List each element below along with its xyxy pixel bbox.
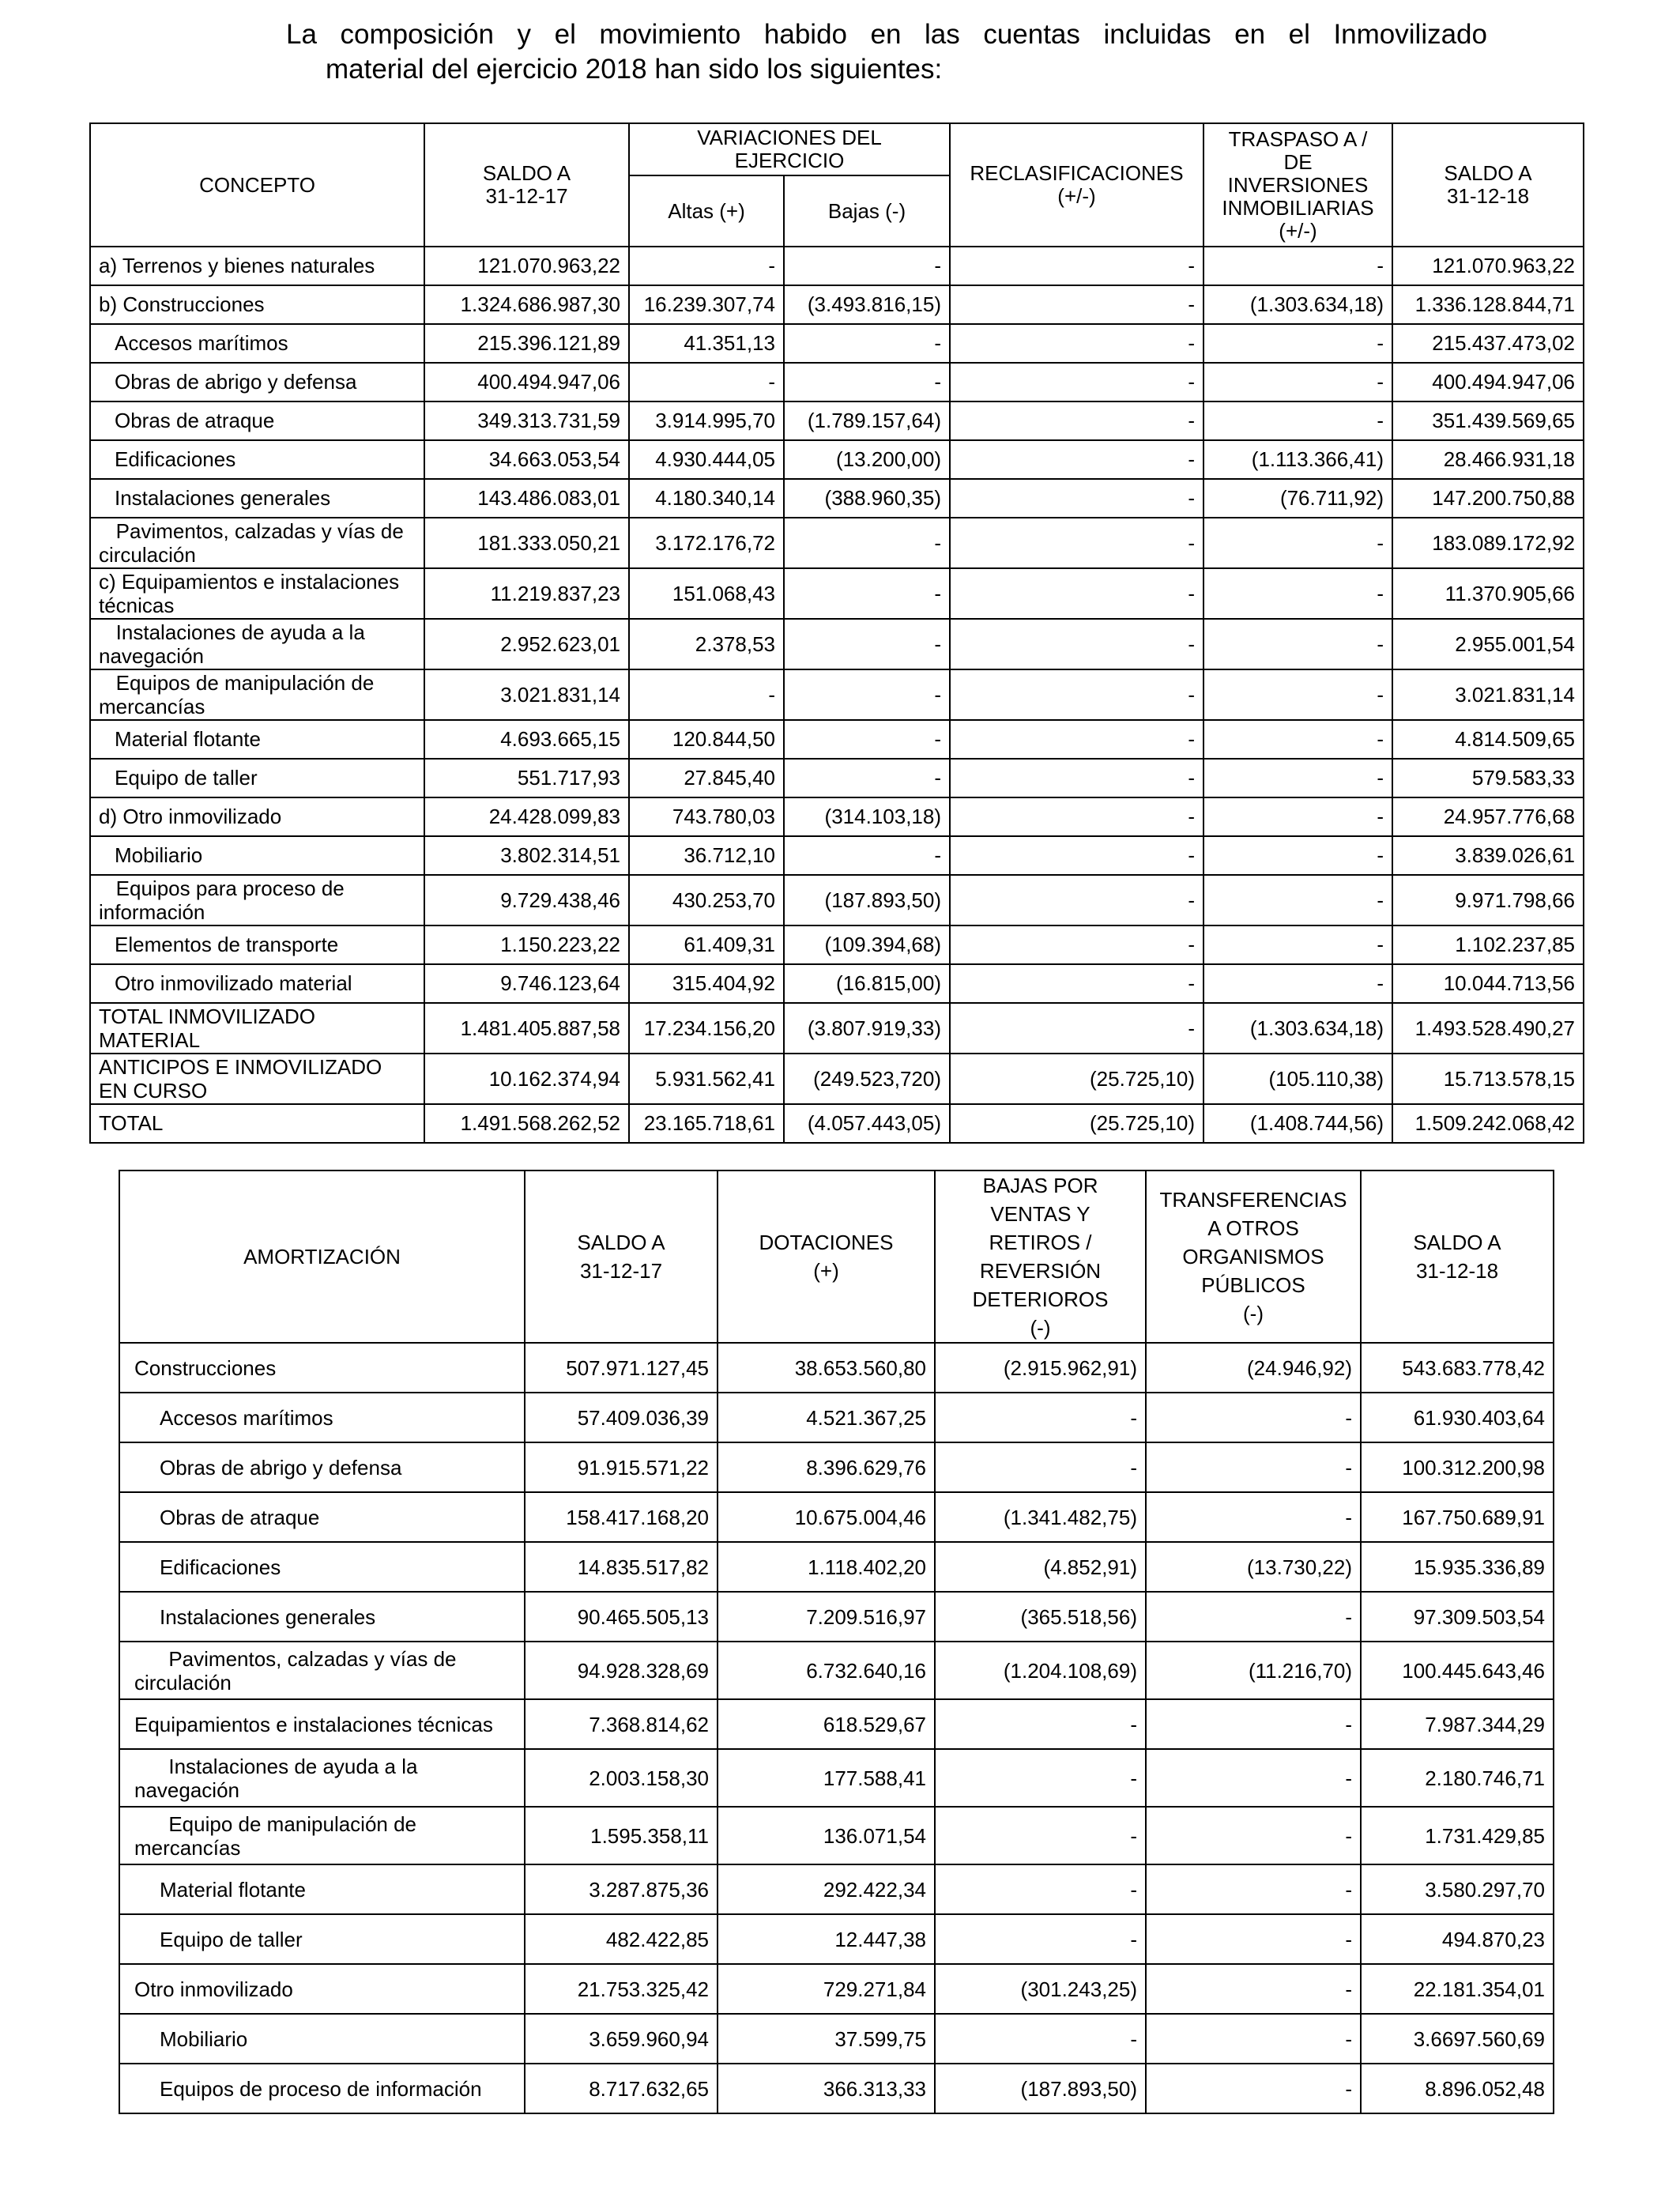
value-cell: - bbox=[950, 247, 1203, 285]
value-cell: 2.003.158,30 bbox=[525, 1749, 718, 1807]
value-cell: (388.960,35) bbox=[784, 479, 950, 518]
value-cell: - bbox=[629, 363, 784, 401]
value-cell: - bbox=[950, 836, 1203, 875]
value-cell: - bbox=[935, 1749, 1146, 1807]
value-cell: 4.693.665,15 bbox=[424, 720, 629, 759]
value-cell: (249.523,720) bbox=[784, 1054, 950, 1104]
value-cell: 10.044.713,56 bbox=[1392, 964, 1584, 1003]
row-label: Material flotante bbox=[119, 1864, 525, 1914]
value-cell: (109.394,68) bbox=[784, 925, 950, 964]
value-cell: 158.417.168,20 bbox=[525, 1492, 718, 1542]
value-cell: 15.713.578,15 bbox=[1392, 1054, 1584, 1104]
value-cell: - bbox=[950, 797, 1203, 836]
value-cell: - bbox=[1146, 1864, 1361, 1914]
value-cell: 3.580.297,70 bbox=[1361, 1864, 1554, 1914]
value-cell: - bbox=[784, 518, 950, 568]
value-cell: 14.835.517,82 bbox=[525, 1542, 718, 1592]
value-cell: - bbox=[935, 1699, 1146, 1749]
value-cell: 3.021.831,14 bbox=[1392, 669, 1584, 720]
value-cell: - bbox=[784, 720, 950, 759]
value-cell: 8.717.632,65 bbox=[525, 2064, 718, 2113]
row-label: Obras de abrigo y defensa bbox=[90, 363, 424, 401]
row-label: d) Otro inmovilizado bbox=[90, 797, 424, 836]
value-cell: - bbox=[1146, 1442, 1361, 1492]
value-cell: - bbox=[784, 324, 950, 363]
value-cell: 151.068,43 bbox=[629, 568, 784, 619]
value-cell: 1.481.405.887,58 bbox=[424, 1003, 629, 1054]
value-cell: - bbox=[950, 568, 1203, 619]
table-row bbox=[119, 1749, 1554, 1807]
row-label: Equipos para proceso de información bbox=[90, 875, 424, 925]
value-cell: 121.070.963,22 bbox=[424, 247, 629, 285]
row-label: Pavimentos, calzadas y vías de circulación bbox=[119, 1642, 525, 1699]
value-cell: - bbox=[950, 363, 1203, 401]
table-row bbox=[90, 720, 1584, 759]
value-cell: 24.957.776,68 bbox=[1392, 797, 1584, 836]
value-cell: 4.930.444,05 bbox=[629, 440, 784, 479]
header-saldo-31-12-17: SALDO A 31-12-17 bbox=[424, 123, 629, 247]
value-cell: - bbox=[1203, 518, 1392, 568]
table-row bbox=[119, 1699, 1554, 1749]
value-cell: - bbox=[950, 285, 1203, 324]
row-label: Instalaciones de ayuda a la navegación bbox=[90, 619, 424, 669]
table-row bbox=[90, 964, 1584, 1003]
table-row bbox=[90, 1104, 1584, 1143]
value-cell: 1.491.568.262,52 bbox=[424, 1104, 629, 1143]
value-cell: 2.378,53 bbox=[629, 619, 784, 669]
value-cell: - bbox=[1203, 836, 1392, 875]
table-row bbox=[119, 1442, 1554, 1492]
value-cell: - bbox=[950, 440, 1203, 479]
value-cell: 7.209.516,97 bbox=[718, 1592, 935, 1642]
table-row bbox=[90, 363, 1584, 401]
value-cell: - bbox=[1203, 247, 1392, 285]
row-label: Mobiliario bbox=[90, 836, 424, 875]
header-saldo-31-12-17: SALDO A 31-12-17 bbox=[525, 1171, 718, 1343]
row-label: Edificaciones bbox=[90, 440, 424, 479]
row-label: Equipos de manipulación de mercancías bbox=[90, 669, 424, 720]
value-cell: 6.732.640,16 bbox=[718, 1642, 935, 1699]
row-label: TOTAL bbox=[90, 1104, 424, 1143]
value-cell: 1.493.528.490,27 bbox=[1392, 1003, 1584, 1054]
header-saldo-31-12-18: SALDO A 31-12-18 bbox=[1361, 1171, 1554, 1343]
value-cell: (25.725,10) bbox=[950, 1104, 1203, 1143]
value-cell: - bbox=[1203, 720, 1392, 759]
value-cell: (1.408.744,56) bbox=[1203, 1104, 1392, 1143]
value-cell: 61.409,31 bbox=[629, 925, 784, 964]
value-cell: - bbox=[784, 363, 950, 401]
table-row bbox=[90, 324, 1584, 363]
value-cell: 3.021.831,14 bbox=[424, 669, 629, 720]
header-saldo-31-12-18: SALDO A 31-12-18 bbox=[1392, 123, 1584, 247]
value-cell: - bbox=[935, 2014, 1146, 2064]
value-cell: - bbox=[1203, 619, 1392, 669]
row-label: Instalaciones generales bbox=[90, 479, 424, 518]
value-cell: 34.663.053,54 bbox=[424, 440, 629, 479]
value-cell: - bbox=[1203, 964, 1392, 1003]
value-cell: 100.445.643,46 bbox=[1361, 1642, 1554, 1699]
value-cell: (187.893,50) bbox=[784, 875, 950, 925]
row-label: Otro inmovilizado material bbox=[90, 964, 424, 1003]
value-cell: (301.243,25) bbox=[935, 1964, 1146, 2014]
value-cell: 11.219.837,23 bbox=[424, 568, 629, 619]
value-cell: 143.486.083,01 bbox=[424, 479, 629, 518]
table-row bbox=[119, 1864, 1554, 1914]
value-cell: 3.659.960,94 bbox=[525, 2014, 718, 2064]
value-cell: - bbox=[950, 619, 1203, 669]
value-cell: 3.914.995,70 bbox=[629, 401, 784, 440]
value-cell: 3.802.314,51 bbox=[424, 836, 629, 875]
value-cell: - bbox=[1146, 1492, 1361, 1542]
value-cell: (4.852,91) bbox=[935, 1542, 1146, 1592]
value-cell: 23.165.718,61 bbox=[629, 1104, 784, 1143]
table-row bbox=[119, 1343, 1554, 1393]
value-cell: 1.336.128.844,71 bbox=[1392, 285, 1584, 324]
value-cell: 743.780,03 bbox=[629, 797, 784, 836]
value-cell: 21.753.325,42 bbox=[525, 1964, 718, 2014]
intro-line-1: La composición y el movimiento habido en las cuentas incluidas en el Inmovilizado bbox=[286, 19, 1487, 50]
value-cell: 37.599,75 bbox=[718, 2014, 935, 2064]
value-cell: 61.930.403,64 bbox=[1361, 1393, 1554, 1442]
value-cell: 91.915.571,22 bbox=[525, 1442, 718, 1492]
value-cell: 24.428.099,83 bbox=[424, 797, 629, 836]
value-cell: (1.113.366,41) bbox=[1203, 440, 1392, 479]
value-cell: 1.102.237,85 bbox=[1392, 925, 1584, 964]
value-cell: - bbox=[950, 518, 1203, 568]
value-cell: - bbox=[950, 324, 1203, 363]
table-row bbox=[90, 1054, 1584, 1104]
value-cell: 57.409.036,39 bbox=[525, 1393, 718, 1442]
value-cell: 9.746.123,64 bbox=[424, 964, 629, 1003]
table-row bbox=[119, 1964, 1554, 2014]
value-cell: 3.287.875,36 bbox=[525, 1864, 718, 1914]
value-cell: 147.200.750,88 bbox=[1392, 479, 1584, 518]
value-cell: 3.839.026,61 bbox=[1392, 836, 1584, 875]
value-cell: (1.303.634,18) bbox=[1203, 285, 1392, 324]
value-cell: (24.946,92) bbox=[1146, 1343, 1361, 1393]
value-cell: 400.494.947,06 bbox=[424, 363, 629, 401]
table-row bbox=[90, 875, 1584, 925]
value-cell: 400.494.947,06 bbox=[1392, 363, 1584, 401]
value-cell: 97.309.503,54 bbox=[1361, 1592, 1554, 1642]
value-cell: (1.303.634,18) bbox=[1203, 1003, 1392, 1054]
header-traspaso: TRASPASO A / DE INVERSIONES INMOBILIARIAS (+/-) bbox=[1203, 123, 1392, 247]
value-cell: - bbox=[784, 669, 950, 720]
value-cell: - bbox=[1146, 1807, 1361, 1864]
value-cell: (1.341.482,75) bbox=[935, 1492, 1146, 1542]
value-cell: 430.253,70 bbox=[629, 875, 784, 925]
row-label: Equipo de taller bbox=[90, 759, 424, 797]
value-cell: - bbox=[1146, 1699, 1361, 1749]
table-row bbox=[119, 2014, 1554, 2064]
value-cell: - bbox=[950, 479, 1203, 518]
value-cell: 90.465.505,13 bbox=[525, 1592, 718, 1642]
table-row bbox=[119, 1492, 1554, 1542]
value-cell: 22.181.354,01 bbox=[1361, 1964, 1554, 2014]
value-cell: 1.731.429,85 bbox=[1361, 1807, 1554, 1864]
value-cell: 120.844,50 bbox=[629, 720, 784, 759]
intro-line-2: material del ejercicio 2018 han sido los siguientes: bbox=[326, 54, 943, 85]
value-cell: 579.583,33 bbox=[1392, 759, 1584, 797]
row-label: Obras de atraque bbox=[119, 1492, 525, 1542]
value-cell: 1.324.686.987,30 bbox=[424, 285, 629, 324]
value-cell: 16.239.307,74 bbox=[629, 285, 784, 324]
value-cell: - bbox=[784, 836, 950, 875]
value-cell: - bbox=[950, 401, 1203, 440]
value-cell: (4.057.443,05) bbox=[784, 1104, 950, 1143]
value-cell: - bbox=[935, 1807, 1146, 1864]
value-cell: 94.928.328,69 bbox=[525, 1642, 718, 1699]
value-cell: (1.204.108,69) bbox=[935, 1642, 1146, 1699]
value-cell: 507.971.127,45 bbox=[525, 1343, 718, 1393]
value-cell: - bbox=[950, 759, 1203, 797]
value-cell: 9.729.438,46 bbox=[424, 875, 629, 925]
value-cell: (2.915.962,91) bbox=[935, 1343, 1146, 1393]
value-cell: - bbox=[950, 669, 1203, 720]
header-concepto: CONCEPTO bbox=[90, 123, 424, 247]
value-cell: 366.313,33 bbox=[718, 2064, 935, 2113]
value-cell: - bbox=[950, 964, 1203, 1003]
value-cell: 315.404,92 bbox=[629, 964, 784, 1003]
value-cell: 121.070.963,22 bbox=[1392, 247, 1584, 285]
table-row bbox=[119, 1542, 1554, 1592]
table-row bbox=[90, 759, 1584, 797]
value-cell: - bbox=[935, 1393, 1146, 1442]
table-row bbox=[90, 1003, 1584, 1054]
row-label: Pavimentos, calzadas y vías de circulación bbox=[90, 518, 424, 568]
value-cell: 36.712,10 bbox=[629, 836, 784, 875]
value-cell: (3.493.816,15) bbox=[784, 285, 950, 324]
value-cell: 2.180.746,71 bbox=[1361, 1749, 1554, 1807]
row-label: Mobiliario bbox=[119, 2014, 525, 2064]
value-cell: - bbox=[1203, 875, 1392, 925]
table-row bbox=[119, 1592, 1554, 1642]
header-altas: Altas (+) bbox=[629, 175, 784, 247]
value-cell: 10.675.004,46 bbox=[718, 1492, 935, 1542]
value-cell: (13.200,00) bbox=[784, 440, 950, 479]
value-cell: - bbox=[784, 759, 950, 797]
table-row bbox=[90, 247, 1584, 285]
row-label: Elementos de transporte bbox=[90, 925, 424, 964]
value-cell: 1.595.358,11 bbox=[525, 1807, 718, 1864]
value-cell: - bbox=[1146, 1914, 1361, 1964]
value-cell: 1.150.223,22 bbox=[424, 925, 629, 964]
row-label: Equipamientos e instalaciones técnicas bbox=[119, 1699, 525, 1749]
table-row bbox=[90, 669, 1584, 720]
table-row bbox=[119, 1914, 1554, 1964]
value-cell: 7.368.814,62 bbox=[525, 1699, 718, 1749]
value-cell: 38.653.560,80 bbox=[718, 1343, 935, 1393]
value-cell: (16.815,00) bbox=[784, 964, 950, 1003]
value-cell: 4.180.340,14 bbox=[629, 479, 784, 518]
value-cell: 9.971.798,66 bbox=[1392, 875, 1584, 925]
value-cell: 15.935.336,89 bbox=[1361, 1542, 1554, 1592]
intro-paragraph bbox=[286, 17, 1487, 87]
table-row bbox=[90, 285, 1584, 324]
value-cell: 8.396.629,76 bbox=[718, 1442, 935, 1492]
value-cell: - bbox=[950, 925, 1203, 964]
value-cell: (365.518,56) bbox=[935, 1592, 1146, 1642]
value-cell: - bbox=[1146, 2014, 1361, 2064]
table-row bbox=[90, 568, 1584, 619]
value-cell: 8.896.052,48 bbox=[1361, 2064, 1554, 2113]
value-cell: - bbox=[629, 669, 784, 720]
value-cell: 12.447,38 bbox=[718, 1914, 935, 1964]
value-cell: 183.089.172,92 bbox=[1392, 518, 1584, 568]
value-cell: - bbox=[1203, 925, 1392, 964]
amortizacion-table bbox=[119, 1170, 1554, 2114]
value-cell: 3.172.176,72 bbox=[629, 518, 784, 568]
value-cell: - bbox=[1203, 669, 1392, 720]
value-cell: - bbox=[1146, 1749, 1361, 1807]
row-label: Otro inmovilizado bbox=[119, 1964, 525, 2014]
value-cell: 351.439.569,65 bbox=[1392, 401, 1584, 440]
header-variaciones: VARIACIONES DEL EJERCICIO bbox=[629, 123, 950, 175]
value-cell: (11.216,70) bbox=[1146, 1642, 1361, 1699]
value-cell: (76.711,92) bbox=[1203, 479, 1392, 518]
value-cell: - bbox=[1203, 324, 1392, 363]
row-label: Construcciones bbox=[119, 1343, 525, 1393]
value-cell: 17.234.156,20 bbox=[629, 1003, 784, 1054]
table-row bbox=[90, 401, 1584, 440]
table-row bbox=[119, 1393, 1554, 1442]
value-cell: 1.118.402,20 bbox=[718, 1542, 935, 1592]
value-cell: 2.955.001,54 bbox=[1392, 619, 1584, 669]
table-row bbox=[90, 440, 1584, 479]
value-cell: (105.110,38) bbox=[1203, 1054, 1392, 1104]
table-row bbox=[119, 1807, 1554, 1864]
value-cell: (1.789.157,64) bbox=[784, 401, 950, 440]
value-cell: 10.162.374,94 bbox=[424, 1054, 629, 1104]
table-row bbox=[90, 797, 1584, 836]
value-cell: - bbox=[784, 247, 950, 285]
value-cell: 1.509.242.068,42 bbox=[1392, 1104, 1584, 1143]
value-cell: 551.717,93 bbox=[424, 759, 629, 797]
value-cell: 136.071,54 bbox=[718, 1807, 935, 1864]
value-cell: - bbox=[1203, 401, 1392, 440]
value-cell: 167.750.689,91 bbox=[1361, 1492, 1554, 1542]
value-cell: 41.351,13 bbox=[629, 324, 784, 363]
row-label: Instalaciones generales bbox=[119, 1592, 525, 1642]
value-cell: - bbox=[629, 247, 784, 285]
row-label: Equipos de proceso de información bbox=[119, 2064, 525, 2113]
value-cell: 181.333.050,21 bbox=[424, 518, 629, 568]
value-cell: 4.814.509,65 bbox=[1392, 720, 1584, 759]
table-row bbox=[119, 2064, 1554, 2113]
table-row bbox=[90, 479, 1584, 518]
value-cell: 292.422,34 bbox=[718, 1864, 935, 1914]
value-cell: - bbox=[935, 1864, 1146, 1914]
value-cell: - bbox=[950, 720, 1203, 759]
value-cell: 349.313.731,59 bbox=[424, 401, 629, 440]
value-cell: - bbox=[1203, 797, 1392, 836]
header-dotaciones: DOTACIONES (+) bbox=[718, 1171, 935, 1343]
value-cell: 28.466.931,18 bbox=[1392, 440, 1584, 479]
value-cell: 3.6697.560,69 bbox=[1361, 2014, 1554, 2064]
value-cell: - bbox=[1203, 568, 1392, 619]
row-label: Instalaciones de ayuda a la navegación bbox=[119, 1749, 525, 1807]
table-row bbox=[119, 1642, 1554, 1699]
header-amortizacion: AMORTIZACIÓN bbox=[119, 1171, 525, 1343]
value-cell: 482.422,85 bbox=[525, 1914, 718, 1964]
row-label: a) Terrenos y bienes naturales bbox=[90, 247, 424, 285]
value-cell: - bbox=[1146, 1393, 1361, 1442]
row-label: Edificaciones bbox=[119, 1542, 525, 1592]
table-row bbox=[90, 925, 1584, 964]
row-label: Material flotante bbox=[90, 720, 424, 759]
value-cell: 215.437.473,02 bbox=[1392, 324, 1584, 363]
row-label: ANTICIPOS E INMOVILIZADO EN CURSO bbox=[90, 1054, 424, 1104]
row-label: c) Equipamientos e instalaciones técnicas bbox=[90, 568, 424, 619]
value-cell: - bbox=[950, 875, 1203, 925]
row-label: Equipo de manipulación de mercancías bbox=[119, 1807, 525, 1864]
value-cell: (187.893,50) bbox=[935, 2064, 1146, 2113]
row-label: Accesos marítimos bbox=[119, 1393, 525, 1442]
value-cell: (3.807.919,33) bbox=[784, 1003, 950, 1054]
value-cell: - bbox=[935, 1914, 1146, 1964]
value-cell: - bbox=[1146, 1592, 1361, 1642]
value-cell: - bbox=[1203, 363, 1392, 401]
row-label: TOTAL INMOVILIZADO MATERIAL bbox=[90, 1003, 424, 1054]
table-row bbox=[90, 619, 1584, 669]
table-row bbox=[90, 836, 1584, 875]
value-cell: - bbox=[950, 1003, 1203, 1054]
header-bajas-ventas: BAJAS POR VENTAS Y RETIROS / REVERSIÓN DETERIOROS (-) bbox=[935, 1171, 1146, 1343]
row-label: Obras de abrigo y defensa bbox=[119, 1442, 525, 1492]
row-label: Accesos marítimos bbox=[90, 324, 424, 363]
table-row bbox=[90, 518, 1584, 568]
value-cell: 27.845,40 bbox=[629, 759, 784, 797]
value-cell: 7.987.344,29 bbox=[1361, 1699, 1554, 1749]
value-cell: 729.271,84 bbox=[718, 1964, 935, 2014]
value-cell: - bbox=[935, 1442, 1146, 1492]
value-cell: 177.588,41 bbox=[718, 1749, 935, 1807]
header-transferencias: TRANSFERENCIAS A OTROS ORGANISMOS PÚBLICOS (-) bbox=[1146, 1171, 1361, 1343]
value-cell: 494.870,23 bbox=[1361, 1914, 1554, 1964]
header-reclasificaciones: RECLASIFICACIONES (+/-) bbox=[950, 123, 1203, 247]
value-cell: 100.312.200,98 bbox=[1361, 1442, 1554, 1492]
value-cell: - bbox=[1203, 759, 1392, 797]
header-bajas: Bajas (-) bbox=[784, 175, 950, 247]
value-cell: 4.521.367,25 bbox=[718, 1393, 935, 1442]
value-cell: (13.730,22) bbox=[1146, 1542, 1361, 1592]
inmovilizado-table bbox=[89, 123, 1584, 1144]
value-cell: 618.529,67 bbox=[718, 1699, 935, 1749]
value-cell: 215.396.121,89 bbox=[424, 324, 629, 363]
value-cell: 543.683.778,42 bbox=[1361, 1343, 1554, 1393]
row-label: Obras de atraque bbox=[90, 401, 424, 440]
value-cell: - bbox=[784, 619, 950, 669]
value-cell: - bbox=[1146, 1964, 1361, 2014]
value-cell: (25.725,10) bbox=[950, 1054, 1203, 1104]
value-cell: (314.103,18) bbox=[784, 797, 950, 836]
value-cell: 11.370.905,66 bbox=[1392, 568, 1584, 619]
row-label: b) Construcciones bbox=[90, 285, 424, 324]
value-cell: - bbox=[784, 568, 950, 619]
value-cell: 2.952.623,01 bbox=[424, 619, 629, 669]
value-cell: 5.931.562,41 bbox=[629, 1054, 784, 1104]
value-cell: - bbox=[1146, 2064, 1361, 2113]
row-label: Equipo de taller bbox=[119, 1914, 525, 1964]
